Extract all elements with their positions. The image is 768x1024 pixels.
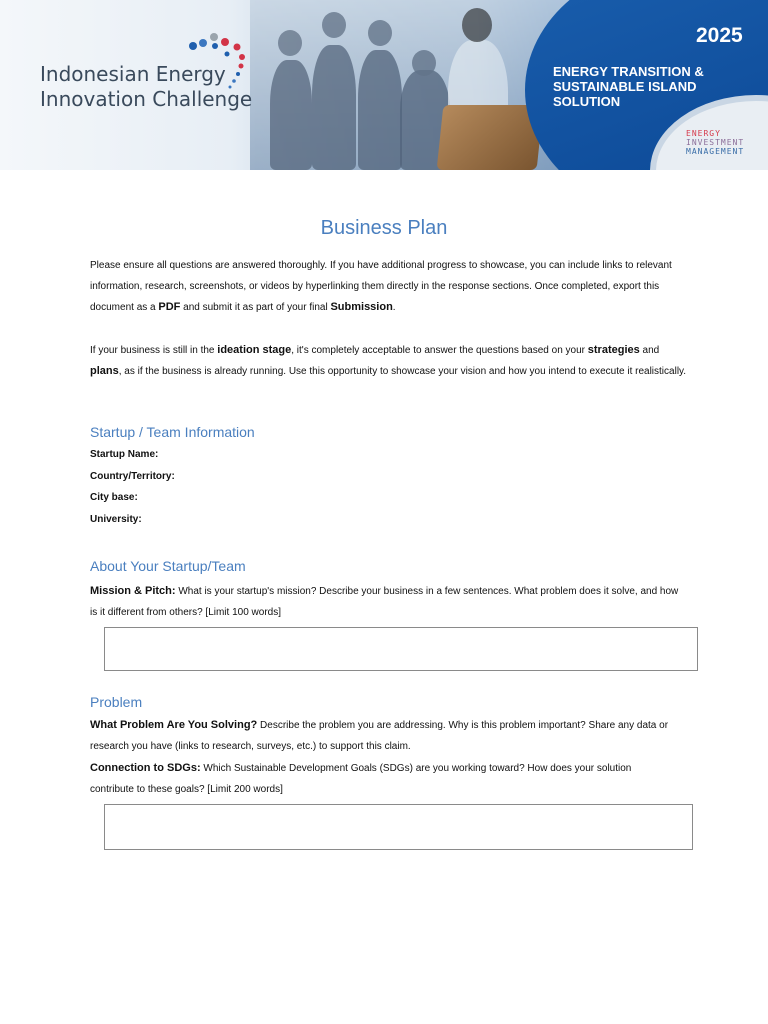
event-tagline bbox=[553, 64, 704, 109]
person-silhouette bbox=[312, 45, 356, 170]
text-run-bold: ideation stage bbox=[217, 344, 292, 356]
problem-question bbox=[90, 715, 680, 757]
text-run-bold: Submission bbox=[330, 301, 393, 313]
ideation-paragraph bbox=[90, 340, 690, 382]
field-country: Country/Territory: bbox=[90, 471, 175, 482]
question-text: Which Sustainable Development Goals (SDGs) are you working toward? How does your solution contribute to these goals? [Limit 200 words] bbox=[90, 763, 632, 795]
mission-question bbox=[90, 581, 680, 623]
person-head bbox=[278, 30, 302, 56]
section-heading-team: Startup / Team Information bbox=[90, 424, 255, 440]
person-head bbox=[322, 12, 346, 38]
text-run: and bbox=[639, 345, 660, 356]
question-label: What Problem Are You Solving? bbox=[90, 719, 258, 731]
question-text: Describe the problem you are addressing. Why is this problem important? Share any data or research you have (links to research, surveys, etc.) to support this claim. bbox=[90, 720, 669, 752]
tagline-line: ENERGY TRANSITION & bbox=[553, 64, 704, 79]
person-head bbox=[462, 8, 492, 42]
text-run: . bbox=[392, 302, 396, 313]
field-startup-name: Startup Name: bbox=[90, 449, 159, 460]
sdg-question bbox=[90, 758, 650, 800]
section-heading-about: About Your Startup/Team bbox=[90, 558, 246, 574]
text-run: Please ensure all questions are answered thoroughly. If you have additional progress to showcase, you can include links to relevant information, research, screenshots, or videos by hyperlinking them directly in the response sections. Once completed, export this document as a bbox=[90, 260, 672, 313]
partner-logo-line: ENERGY bbox=[686, 129, 721, 138]
problem-answer-box[interactable] bbox=[104, 804, 693, 850]
document-title: Business Plan bbox=[320, 217, 448, 239]
field-city: City base: bbox=[90, 492, 138, 503]
partner-logo-line: INVESTMENT bbox=[686, 138, 745, 147]
text-run-bold: PDF bbox=[158, 301, 181, 313]
text-run: If your business is still in the bbox=[90, 345, 218, 356]
header-banner bbox=[0, 0, 768, 170]
logo-line: Innovation Challenge bbox=[40, 87, 253, 111]
tagline-line: SUSTAINABLE ISLAND bbox=[553, 79, 697, 94]
question-text: What is your startup's mission? Describe your business in a few sentences. What problem does it solve, and how is it different from others? [Limit 100 words] bbox=[90, 586, 679, 618]
mission-answer-box[interactable] bbox=[104, 627, 698, 671]
partner-logo bbox=[686, 129, 744, 156]
event-year: 2025 bbox=[696, 24, 743, 47]
text-run: , as if the business is already running. Use this opportunity to showcase your vision and how you intend to execute it realistically. bbox=[118, 366, 687, 377]
text-run: , it's completely acceptable to answer the questions based on your bbox=[291, 345, 588, 356]
text-run-bold: strategies bbox=[587, 344, 640, 356]
person-head bbox=[368, 20, 392, 46]
partner-logo-line: MANAGEMENT bbox=[686, 147, 745, 156]
logo-line: Indonesian Energy bbox=[40, 62, 226, 86]
intro-paragraph bbox=[90, 255, 690, 318]
question-label: Mission & Pitch: bbox=[90, 585, 176, 597]
tagline-line: SOLUTION bbox=[553, 94, 621, 109]
question-label: Connection to SDGs: bbox=[90, 762, 201, 774]
text-run: and submit it as part of your final bbox=[180, 302, 331, 313]
person-silhouette bbox=[358, 50, 402, 170]
person-head bbox=[412, 50, 436, 76]
person-silhouette bbox=[270, 60, 312, 170]
event-logo-text bbox=[40, 62, 252, 112]
text-run-bold: plans bbox=[90, 365, 119, 377]
field-university: University: bbox=[90, 514, 142, 525]
section-heading-problem: Problem bbox=[90, 694, 143, 710]
